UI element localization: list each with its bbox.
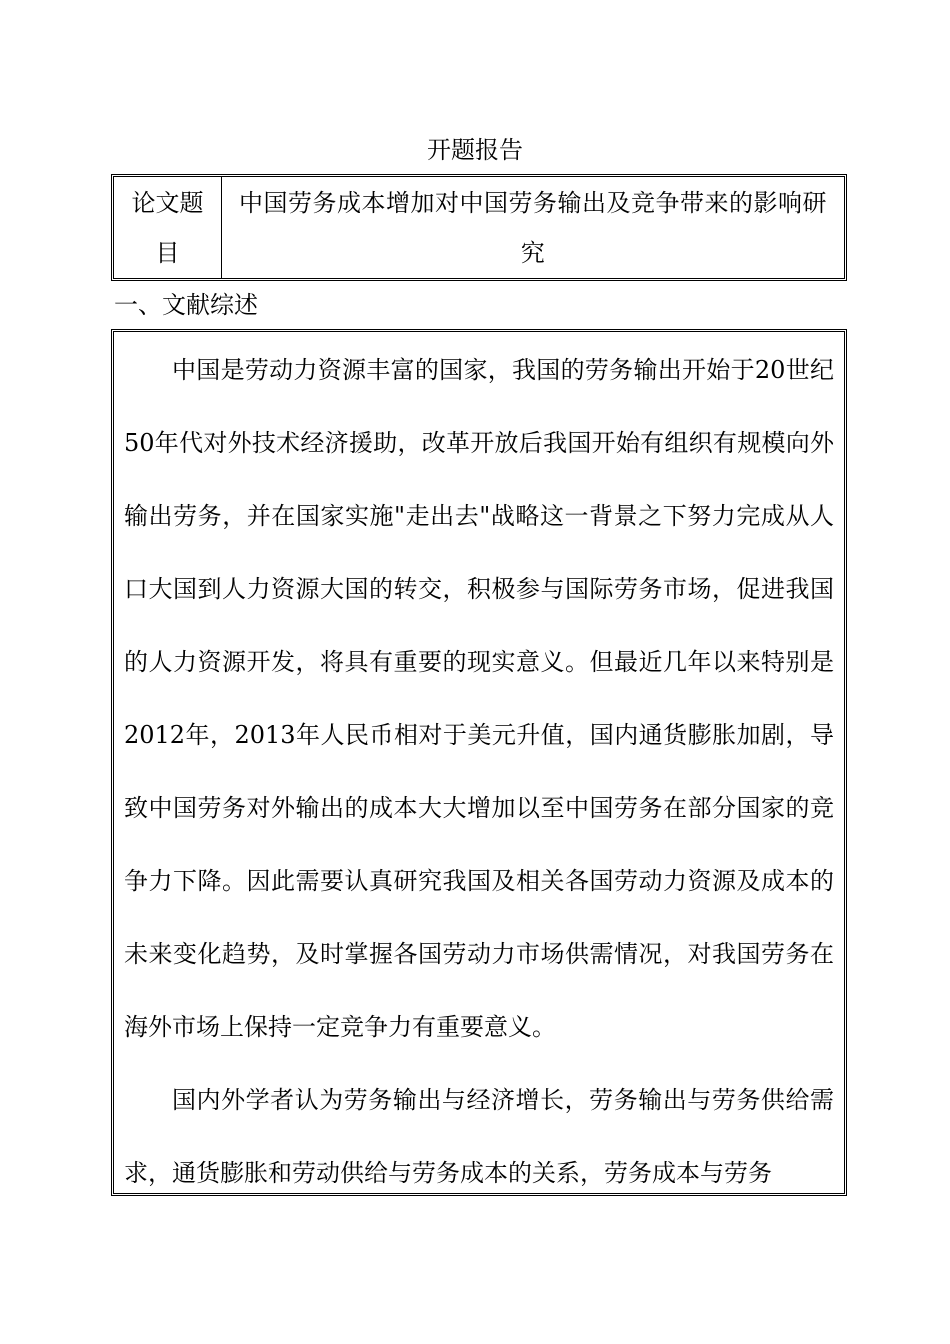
section-heading: 一、文献综述: [114, 291, 258, 319]
topic-value-cell: [222, 177, 844, 278]
document-title: 开题报告: [427, 136, 523, 164]
topic-table: [111, 174, 847, 281]
topic-label: 论文题目: [131, 188, 204, 267]
review-paragraph-2: 国内外学者认为劳务输出与经济增长，劳务输出与劳务供给需求，通货膨胀和劳动供给与劳务成本的关系，劳务成本与劳务: [124, 1086, 834, 1187]
review-paragraph-1: 中国是劳动力资源丰富的国家，我国的劳务输出开始于20世纪50年代对外技术经济援助，改革开放后我国开始有组织有规模向外输出劳务，并在国家实施"走出去"战略这一背景之下努力完成从人口大国到人力资源大国的转交，积极参与国际劳务市场，促进我国的人力资源开发，将具有重要的现实意义。但最近几年以来特别是2012年，2013年人民币相对于美元升值，国内通货膨胀加剧，导致中国劳务对外输出的成本大大增加以至中国劳务在部分国家的竞争力下降。因此需要认真研究我国及相关各国劳动力资源及成本的未来变化趋势，及时掌握各国劳动力市场供需情况，对我国劳务在海外市场上保持一定竞争力有重要意义。: [124, 356, 834, 1041]
literature-review-text: [114, 332, 844, 1196]
topic-label-cell: [114, 177, 222, 278]
literature-review-box: [111, 329, 847, 1196]
topic-value: 中国劳务成本增加对中国劳务输出及竞争带来的影响研究: [239, 188, 827, 267]
